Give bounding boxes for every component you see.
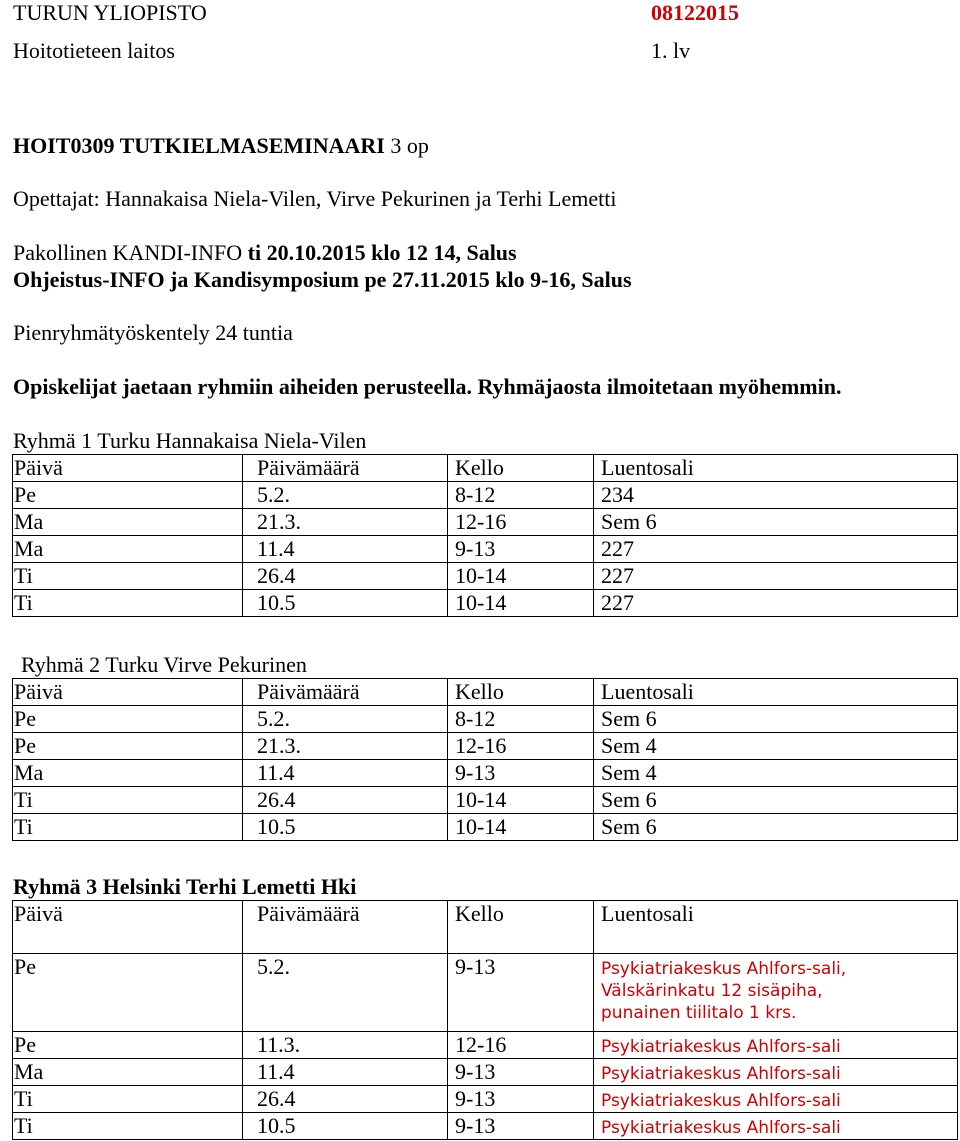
year-label: 1. lv [651, 38, 691, 63]
table-row [13, 509, 958, 536]
cell-date: 10.5 [243, 814, 448, 841]
university-name: TURUN YLIOPISTO [13, 0, 207, 25]
cell-date: 10.5 [243, 1113, 448, 1140]
table-header-row [13, 455, 958, 482]
header-date: Päivämäärä [243, 901, 448, 954]
table-row [13, 563, 958, 590]
ohjeistus-info-line: Ohjeistus-INFO ja Kandisymposium pe 27.11.2015 klo 9-16, Salus [13, 267, 632, 292]
cell-day: Pe [13, 954, 243, 1032]
kandi-info-line [13, 240, 517, 266]
table-header-row [13, 901, 958, 954]
cell-day: Ma [13, 760, 243, 787]
header-room: Luentosali [594, 455, 958, 482]
location-line-1: Psykiatriakeskus Ahlfors-sali, [601, 959, 847, 979]
cell-date: 26.4 [243, 787, 448, 814]
table-row [13, 1032, 958, 1059]
cell-room [594, 1086, 958, 1113]
cell-room: Sem 6 [594, 787, 958, 814]
table-row [13, 1059, 958, 1086]
cell-day: Ma [13, 536, 243, 563]
header-date: Päivämäärä [243, 679, 448, 706]
cell-room: 234 [594, 482, 958, 509]
cell-time: 9-13 [448, 954, 594, 1032]
cell-date: 26.4 [243, 563, 448, 590]
table-row [13, 733, 958, 760]
cell-day: Pe [13, 706, 243, 733]
teachers-line: Opettajat: Hannakaisa Niela-Vilen, Virve Pekurinen ja Terhi Lemetti [13, 186, 617, 211]
header-time: Kello [448, 901, 594, 954]
group-3-table [12, 900, 958, 1140]
table-row [13, 1113, 958, 1140]
cell-room [594, 1113, 958, 1140]
cell-date: 11.3. [243, 1032, 448, 1059]
table-row [13, 536, 958, 563]
table-row [13, 1086, 958, 1113]
cell-day: Ma [13, 509, 243, 536]
table-row [13, 760, 958, 787]
cell-room: 227 [594, 590, 958, 617]
table-row [13, 482, 958, 509]
table-row [13, 954, 958, 1032]
cell-time: 9-13 [448, 1059, 594, 1086]
cell-date: 11.4 [243, 536, 448, 563]
cell-room [594, 1059, 958, 1086]
cell-time: 10-14 [448, 590, 594, 617]
cell-room [594, 1032, 958, 1059]
group-2-table [12, 678, 958, 841]
header-date: Päivämäärä [243, 455, 448, 482]
cell-room: 227 [594, 536, 958, 563]
cell-time: 8-12 [448, 482, 594, 509]
header-day: Päivä [13, 679, 243, 706]
cell-date: 11.4 [243, 1059, 448, 1086]
cell-day: Ma [13, 1059, 243, 1086]
cell-time: 8-12 [448, 706, 594, 733]
group-2-title: Ryhmä 2 Turku Virve Pekurinen [21, 652, 307, 677]
location-text: Psykiatriakeskus Ahlfors-sali [601, 1118, 841, 1138]
cell-day: Pe [13, 1032, 243, 1059]
course-title [13, 133, 429, 159]
table-header-row [13, 679, 958, 706]
location-text: Psykiatriakeskus Ahlfors-sali [601, 1064, 841, 1084]
cell-date: 21.3. [243, 509, 448, 536]
location-text: Psykiatriakeskus Ahlfors-sali [601, 1037, 841, 1057]
cell-room: Sem 6 [594, 814, 958, 841]
header-room: Luentosali [594, 901, 958, 954]
cell-date: 5.2. [243, 954, 448, 1032]
cell-day: Ti [13, 1113, 243, 1140]
group-1-title: Ryhmä 1 Turku Hannakaisa Niela-Vilen [13, 428, 367, 453]
location-line-3: punainen tiilitalo 1 krs. [601, 1003, 797, 1023]
cell-time: 12-16 [448, 733, 594, 760]
cell-room-multiline [594, 954, 958, 1032]
cell-day: Pe [13, 733, 243, 760]
document-code: 08122015 [651, 0, 739, 25]
cell-date: 5.2. [243, 706, 448, 733]
cell-time: 10-14 [448, 787, 594, 814]
table-row [13, 787, 958, 814]
table-row [13, 590, 958, 617]
cell-room: Sem 4 [594, 760, 958, 787]
kandi-info-prefix: Pakollinen KANDI-INFO [13, 240, 248, 265]
cell-day: Ti [13, 563, 243, 590]
cell-room: Sem 6 [594, 706, 958, 733]
header-time: Kello [448, 679, 594, 706]
course-code-name: HOIT0309 TUTKIELMASEMINAARI [13, 133, 385, 158]
cell-room: Sem 6 [594, 509, 958, 536]
location-text: Psykiatriakeskus Ahlfors-sali [601, 1091, 841, 1111]
cell-time: 9-13 [448, 760, 594, 787]
cell-time: 9-13 [448, 1113, 594, 1140]
table-row [13, 706, 958, 733]
course-credits: 3 op [384, 133, 429, 158]
location-line-2: Välskärinkatu 12 sisäpiha, [601, 981, 823, 1001]
cell-time: 10-14 [448, 814, 594, 841]
grouping-note: Opiskelijat jaetaan ryhmiin aiheiden perusteella. Ryhmäjaosta ilmoitetaan myöhemmin. [13, 374, 842, 399]
cell-date: 10.5 [243, 590, 448, 617]
table-row [13, 814, 958, 841]
department-name: Hoitotieteen laitos [13, 38, 175, 63]
group-1-table [12, 454, 958, 617]
cell-day: Ti [13, 787, 243, 814]
cell-time: 10-14 [448, 563, 594, 590]
cell-date: 26.4 [243, 1086, 448, 1113]
cell-day: Pe [13, 482, 243, 509]
header-day: Päivä [13, 901, 243, 954]
cell-day: Ti [13, 590, 243, 617]
header-time: Kello [448, 455, 594, 482]
cell-day: Ti [13, 814, 243, 841]
header-day: Päivä [13, 455, 243, 482]
cell-date: 21.3. [243, 733, 448, 760]
header-room: Luentosali [594, 679, 958, 706]
workload-line: Pienryhmätyöskentely 24 tuntia [13, 320, 293, 345]
cell-date: 11.4 [243, 760, 448, 787]
cell-date: 5.2. [243, 482, 448, 509]
cell-day: Ti [13, 1086, 243, 1113]
cell-time: 12-16 [448, 509, 594, 536]
kandi-info-date: ti 20.10.2015 klo 12 [247, 240, 428, 265]
cell-time: 12-16 [448, 1032, 594, 1059]
cell-room: 227 [594, 563, 958, 590]
group-3-title: Ryhmä 3 Helsinki Terhi Lemetti Hki [13, 874, 357, 899]
kandi-info-suffix: 14, Salus [433, 240, 517, 265]
cell-time: 9-13 [448, 1086, 594, 1113]
cell-room: Sem 4 [594, 733, 958, 760]
cell-time: 9-13 [448, 536, 594, 563]
